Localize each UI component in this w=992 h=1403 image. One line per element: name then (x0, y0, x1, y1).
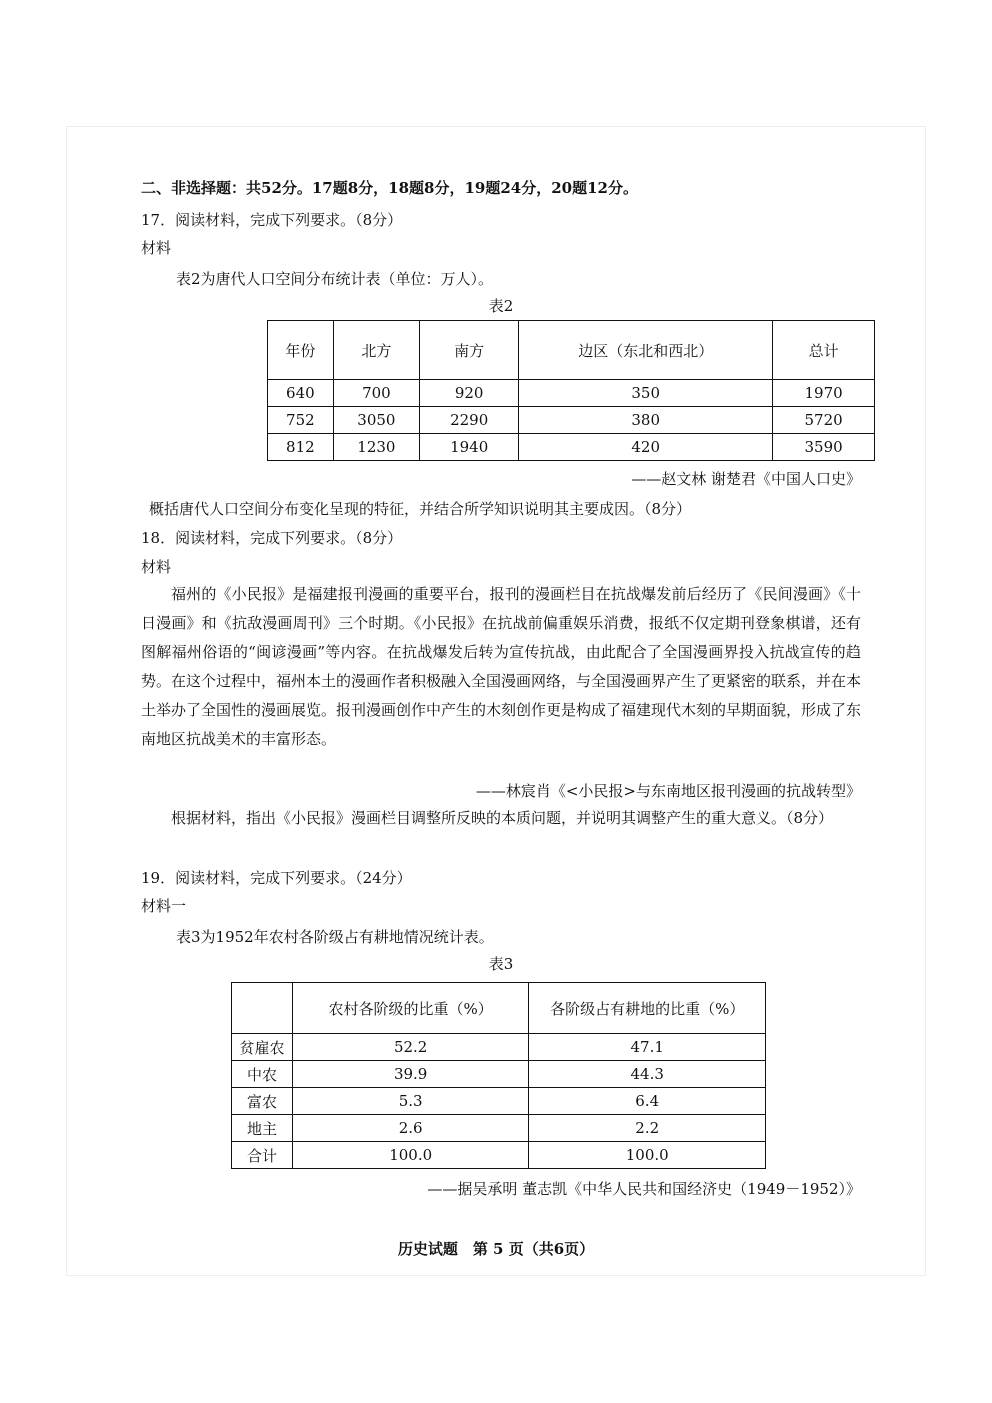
table2-cell: 640 (268, 380, 334, 407)
table3-cell: 2.2 (529, 1115, 766, 1142)
table2-row (268, 407, 875, 434)
table2-caption: 表2 (488, 297, 514, 315)
table3-cell: 52.2 (292, 1034, 529, 1061)
q18-paragraph-block (141, 580, 861, 754)
q17-material-label: 材料 (141, 239, 172, 257)
table2-cell: 1230 (333, 434, 419, 461)
table3-cell: 中农 (232, 1061, 293, 1088)
table2-header-cell: 南方 (420, 321, 519, 380)
table3-row (232, 1061, 766, 1088)
table2-header-cell: 边区（东北和西北） (519, 321, 773, 380)
table3-cell: 2.6 (292, 1115, 529, 1142)
table3-header-cell (232, 983, 293, 1034)
table2-cell: 380 (519, 407, 773, 434)
q18-question-block (141, 804, 861, 833)
table3-cell: 100.0 (529, 1142, 766, 1169)
table2 (267, 320, 875, 461)
q19-material-label: 材料一 (141, 897, 187, 915)
table2-cell: 2290 (420, 407, 519, 434)
table2-row (268, 380, 875, 407)
q19-source: ——据吴承明 董志凯《中华人民共和国经济史（1949－1952）》 (427, 1180, 861, 1198)
table3-cell: 贫雇农 (232, 1034, 293, 1061)
q19-intro: 表3为1952年农村各阶级占有耕地情况统计表。 (176, 928, 494, 946)
table2-header-row (268, 321, 875, 380)
table3-cell: 富农 (232, 1088, 293, 1115)
table3-cell: 6.4 (529, 1088, 766, 1115)
table3-cell: 5.3 (292, 1088, 529, 1115)
table2-cell: 752 (268, 407, 334, 434)
q18-material-label: 材料 (141, 558, 172, 576)
table2-cell: 3590 (773, 434, 875, 461)
q17-prompt: 17．阅读材料，完成下列要求。（8分） (141, 211, 403, 229)
table2-header-cell: 总计 (773, 321, 875, 380)
q17-source: ——赵文林 谢楚君《中国人口史》 (631, 470, 861, 488)
table3-row (232, 1115, 766, 1142)
table3-caption: 表3 (488, 955, 514, 973)
q18-paragraph: 福州的《小民报》是福建报刊漫画的重要平台，报刊的漫画栏目在抗战爆发前后经历了《民间漫画》《十日漫画》和《抗敌漫画周刊》三个时期。《小民报》在抗战前偏重娱乐消费，报纸不仅定期刊登象棋谱，还有图解福州俗语的“闽谚漫画”等内容。在抗战爆发后转为宣传抗战，由此配合了全国漫画界投入抗战宣传的趋势。在这个过程中，福州本土的漫画作者积极融入全国漫画网络，与全国漫画界产生了更紧密的联系，并在本土举办了全国性的漫画展览。报刊漫画创作中产生的木刻创作更是构成了福建现代木刻的早期面貌，形成了东南地区抗战美术的丰富形态。 (141, 585, 862, 748)
table3-cell: 44.3 (529, 1061, 766, 1088)
table3 (231, 982, 766, 1169)
table2-cell: 920 (420, 380, 519, 407)
table3-header-cell: 各阶级占有耕地的比重（%） (529, 983, 766, 1034)
q17-intro: 表2为唐代人口空间分布统计表（单位：万人）。 (176, 270, 494, 288)
table2-cell: 700 (333, 380, 419, 407)
table2-header-cell: 北方 (333, 321, 419, 380)
q19-prompt: 19．阅读材料，完成下列要求。（24分） (141, 869, 412, 887)
table2-header-cell: 年份 (268, 321, 334, 380)
q18-prompt: 18．阅读材料，完成下列要求。（8分） (141, 529, 403, 547)
table2-cell: 812 (268, 434, 334, 461)
table3-cell: 地主 (232, 1115, 293, 1142)
table2-cell: 5720 (773, 407, 875, 434)
table3-row (232, 1088, 766, 1115)
table2-cell: 1940 (420, 434, 519, 461)
table3-cell: 100.0 (292, 1142, 529, 1169)
section-header: 二、非选择题：共52分。17题8分，18题8分，19题24分，20题12分。 (141, 179, 638, 197)
table3-cell: 47.1 (529, 1034, 766, 1061)
table3-header-cell: 农村各阶级的比重（%） (292, 983, 529, 1034)
table3-row (232, 1034, 766, 1061)
table3-row (232, 1142, 766, 1169)
q18-question: 根据材料，指出《小民报》漫画栏目调整所反映的本质问题，并说明其调整产生的重大意义。（8分） (171, 809, 834, 827)
q18-source: ——林宸肖《<小民报>与东南地区报刊漫画的抗战转型》 (475, 782, 861, 800)
table2-cell: 1970 (773, 380, 875, 407)
table3-header-row (232, 983, 766, 1034)
table3-cell: 合计 (232, 1142, 293, 1169)
table2-cell: 350 (519, 380, 773, 407)
q17-question: 概括唐代人口空间分布变化呈现的特征，并结合所学知识说明其主要成因。（8分） (149, 500, 692, 518)
table2-cell: 420 (519, 434, 773, 461)
page-footer: 历史试题 第 5 页（共6页） (397, 1240, 595, 1258)
table2-cell: 3050 (333, 407, 419, 434)
table2-row (268, 434, 875, 461)
table3-cell: 39.9 (292, 1061, 529, 1088)
